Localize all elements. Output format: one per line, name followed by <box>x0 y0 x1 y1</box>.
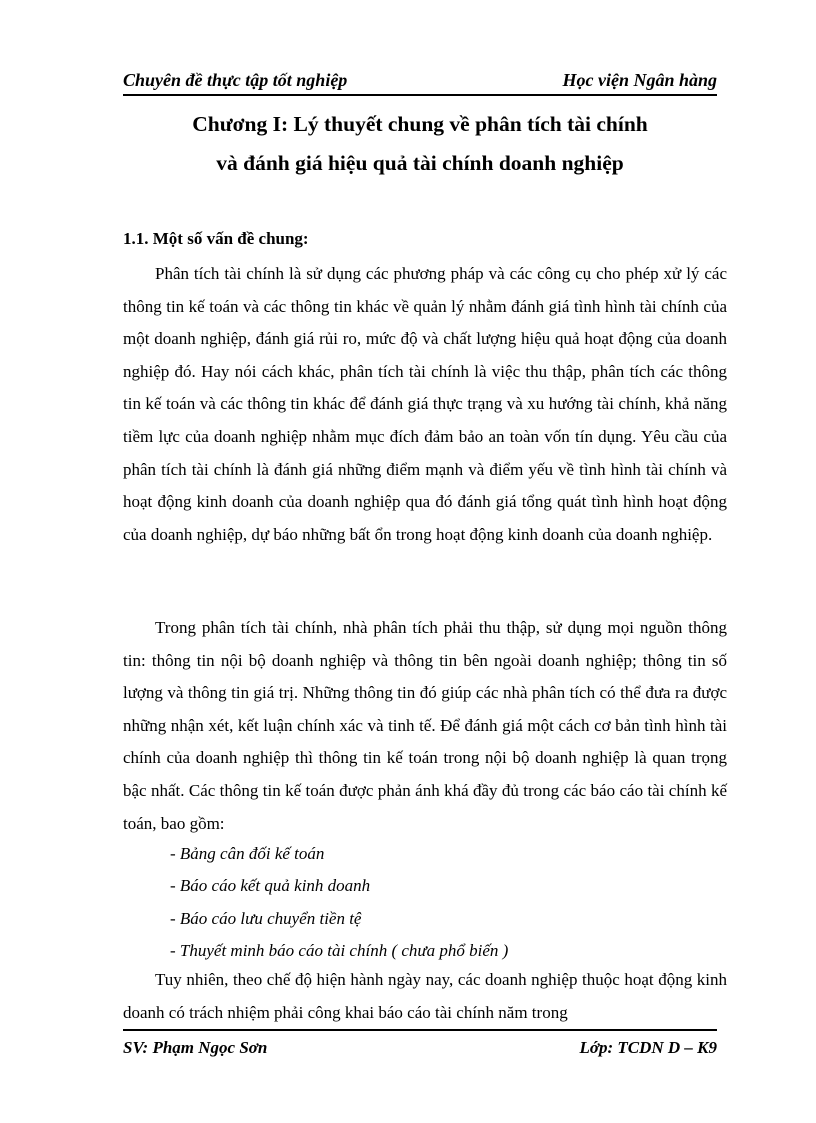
header-document-type: Chuyên đề thực tập tốt nghiệp <box>123 70 348 90</box>
body-paragraph-2: Trong phân tích tài chính, nhà phân tích phải thu thập, sử dụng mọi nguồn thông tin: thông tin nội bộ doanh nghiệp và thông tin bên ngoài doanh nghiệp; thông tin số lượng và thông tin giá trị. Những thông tin đó giúp các nhà phân tích có thể đưa ra được những nhận xét, kết luận chính xác và tinh tế. Để đánh giá một cách cơ bản tình hình tài chính của doanh nghiệp thì thông tin kế toán trong nội bộ doanh nghiệp là quan trọng bậc nhất. Các thông tin kế toán được phản ánh khá đầy đủ trong các báo cáo tài chính kế toán, bao gồm: <box>123 618 727 833</box>
page-footer <box>123 1029 717 1061</box>
chapter-title-line-1: Chương I: Lý thuyết chung về phân tích tài chính <box>192 112 648 136</box>
footer-class: Lớp: TCDN D – K9 <box>579 1038 717 1057</box>
list-item: - Báo cáo lưu chuyển tiền tệ <box>170 908 362 928</box>
section-heading: 1.1. Một số vấn đề chung: <box>123 229 309 248</box>
list-item: - Báo cáo kết quả kinh doanh <box>170 876 371 896</box>
list-item: - Thuyết minh báo cáo tài chính ( chưa phổ biến ) <box>170 940 509 960</box>
chapter-title <box>120 105 720 183</box>
page-header <box>123 68 717 96</box>
list-item: - Bảng cân đối kế toán <box>170 844 325 863</box>
financial-report-list <box>170 838 508 967</box>
chapter-title-line-2: và đánh giá hiệu quả tài chính doanh nghiệp <box>216 151 624 175</box>
body-paragraph-3: Tuy nhiên, theo chế độ hiện hành ngày nay, các doanh nghiệp thuộc hoạt động kinh doanh có trách nhiệm phải công khai báo cáo tài chính năm trong <box>123 970 727 1022</box>
header-institution: Học viện Ngân hàng <box>562 70 717 90</box>
body-paragraph-1: Phân tích tài chính là sử dụng các phương pháp và các công cụ cho phép xử lý các thông tin kế toán và các thông tin khác về quản lý nhằm đánh giá tình hình tài chính của một doanh nghiệp, đánh giá rủi ro, mức độ và chất lượng hiệu quả hoạt động của doanh nghiệp đó. Hay nói cách khác, phân tích tài chính là việc thu thập, phân tích các thông tin kế toán và các thông tin khác để đánh giá thực trạng và xu hướng tài chính, khả năng tiềm lực của doanh nghiệp nhằm mục đích đảm bảo an toàn vốn tín dụng. Yêu cầu của phân tích tài chính là đánh giá những điểm mạnh và điểm yếu về tình hình tài chính và hoạt động kinh doanh của doanh nghiệp qua đó đánh giá tổng quát tình hình hoạt động của doanh nghiệp, dự báo những bất ổn trong hoạt động kinh doanh của doanh nghiệp. <box>123 264 727 544</box>
footer-student-name: SV: Phạm Ngọc Sơn <box>123 1038 268 1057</box>
